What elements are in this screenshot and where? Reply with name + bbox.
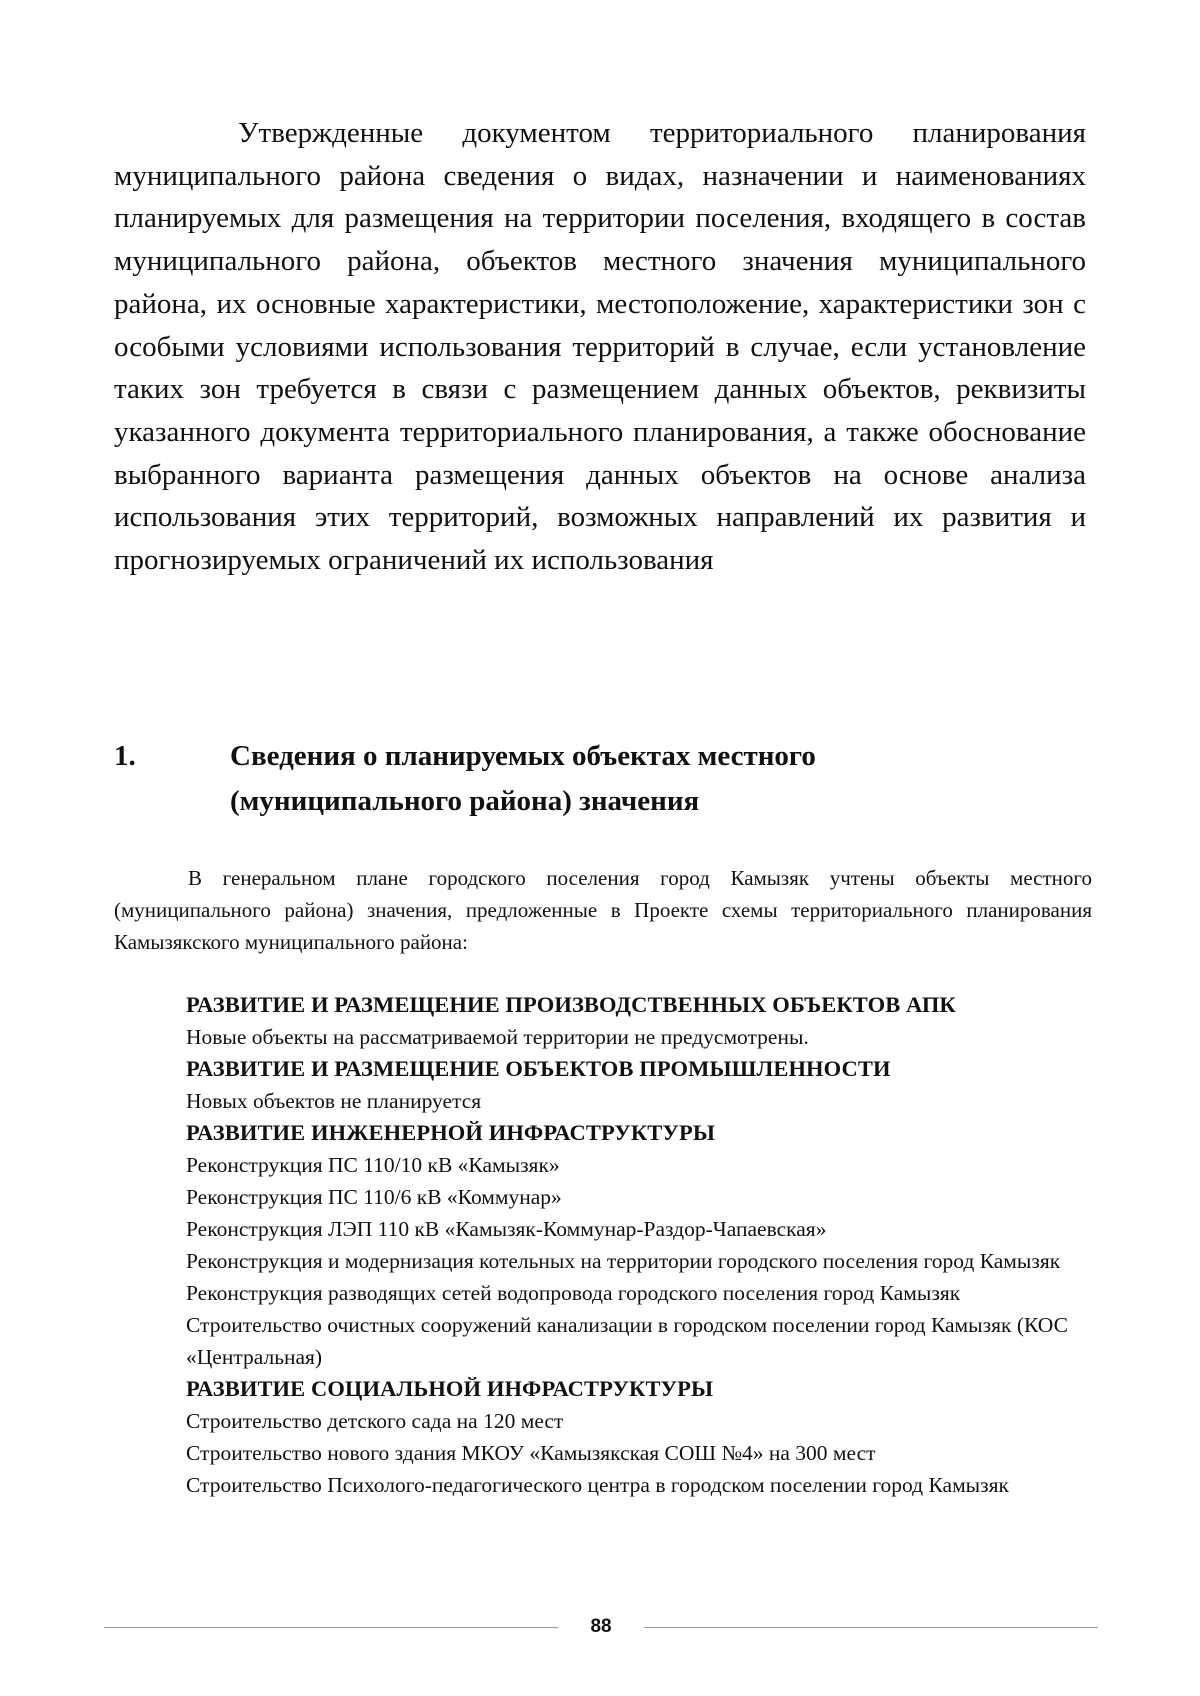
page-number: 88 xyxy=(590,1616,612,1637)
section-title xyxy=(230,734,1014,824)
list-item: Строительство очистных сооружений канализации в городском поселении город Камызяк (КОС «Центральная) xyxy=(186,1313,1068,1369)
section-title-line: (муниципального района) значения xyxy=(230,785,700,817)
list-item: Строительство нового здания МКОУ «Камызякская СОШ №4» на 300 мест xyxy=(186,1441,876,1465)
page-footer xyxy=(104,1612,1098,1642)
section-title-line: Сведения о планируемых объектах местного xyxy=(230,740,816,772)
lead-paragraph: В генеральном плане городского поселения город Камызяк учтены объекты местного (муниципального района) значения, предложенные в Проекте схемы территориального планирования Камызякского муниципального района: xyxy=(114,866,1092,954)
intro-paragraph: Утвержденные документом территориального планирования муниципального района сведения о видах, назначении и наименованиях планируемых для размещения на территории поселения, входящего в состав муниципального района, объектов местного значения муниципального района, их основные характеристики, местоположение, характеристики зон с особыми условиями использования территорий в случае, если установление таких зон требуется в связи с размещением данных объектов, реквизиты указанного документа территориального планирования, а также обоснование выбранного варианта размещения данных объектов на основе анализа использования этих территорий, возможных направлений их развития и прогнозируемых ограничений их использования xyxy=(114,117,1086,577)
section-number: 1. xyxy=(114,740,136,772)
list-item: Реконструкция ПС 110/6 кВ «Коммунар» xyxy=(186,1185,562,1209)
list-item: Реконструкция ПС 110/10 кВ «Камызяк» xyxy=(186,1153,560,1177)
list-heading: РАЗВИТИЕ И РАЗМЕЩЕНИЕ ОБЪЕКТОВ ПРОМЫШЛЕННОСТИ xyxy=(186,1056,891,1081)
list-item: Новых объектов не планируется xyxy=(186,1089,482,1113)
list-item: Строительство детского сада на 120 мест xyxy=(186,1409,564,1433)
list-heading: РАЗВИТИЕ СОЦИАЛЬНОЙ ИНФРАСТРУКТУРЫ xyxy=(186,1376,714,1401)
section-heading xyxy=(114,734,1014,824)
list-heading: РАЗВИТИЕ ИНЖЕНЕРНОЙ ИНФРАСТРУКТУРЫ xyxy=(186,1120,716,1145)
list-item: Реконструкция и модернизация котельных на территории городского поселения город Камызяк xyxy=(186,1249,1061,1273)
objects-list xyxy=(186,989,1086,1501)
list-item: Строительство Психолого-педагогического центра в городском поселении город Камызяк xyxy=(186,1473,1009,1497)
footer-divider-right xyxy=(644,1627,1098,1628)
footer-divider-left xyxy=(104,1627,558,1628)
list-item: Новые объекты на рассматриваемой территории не предусмотрены. xyxy=(186,1025,809,1049)
list-heading: РАЗВИТИЕ И РАЗМЕЩЕНИЕ ПРОИЗВОДСТВЕННЫХ ОБЪЕКТОВ АПК xyxy=(186,992,956,1017)
list-item: Реконструкция ЛЭП 110 кВ «Камызяк-Коммунар-Раздор-Чапаевская» xyxy=(186,1217,827,1241)
list-item: Реконструкция разводящих сетей водопровода городского поселения город Камызяк xyxy=(186,1281,961,1305)
